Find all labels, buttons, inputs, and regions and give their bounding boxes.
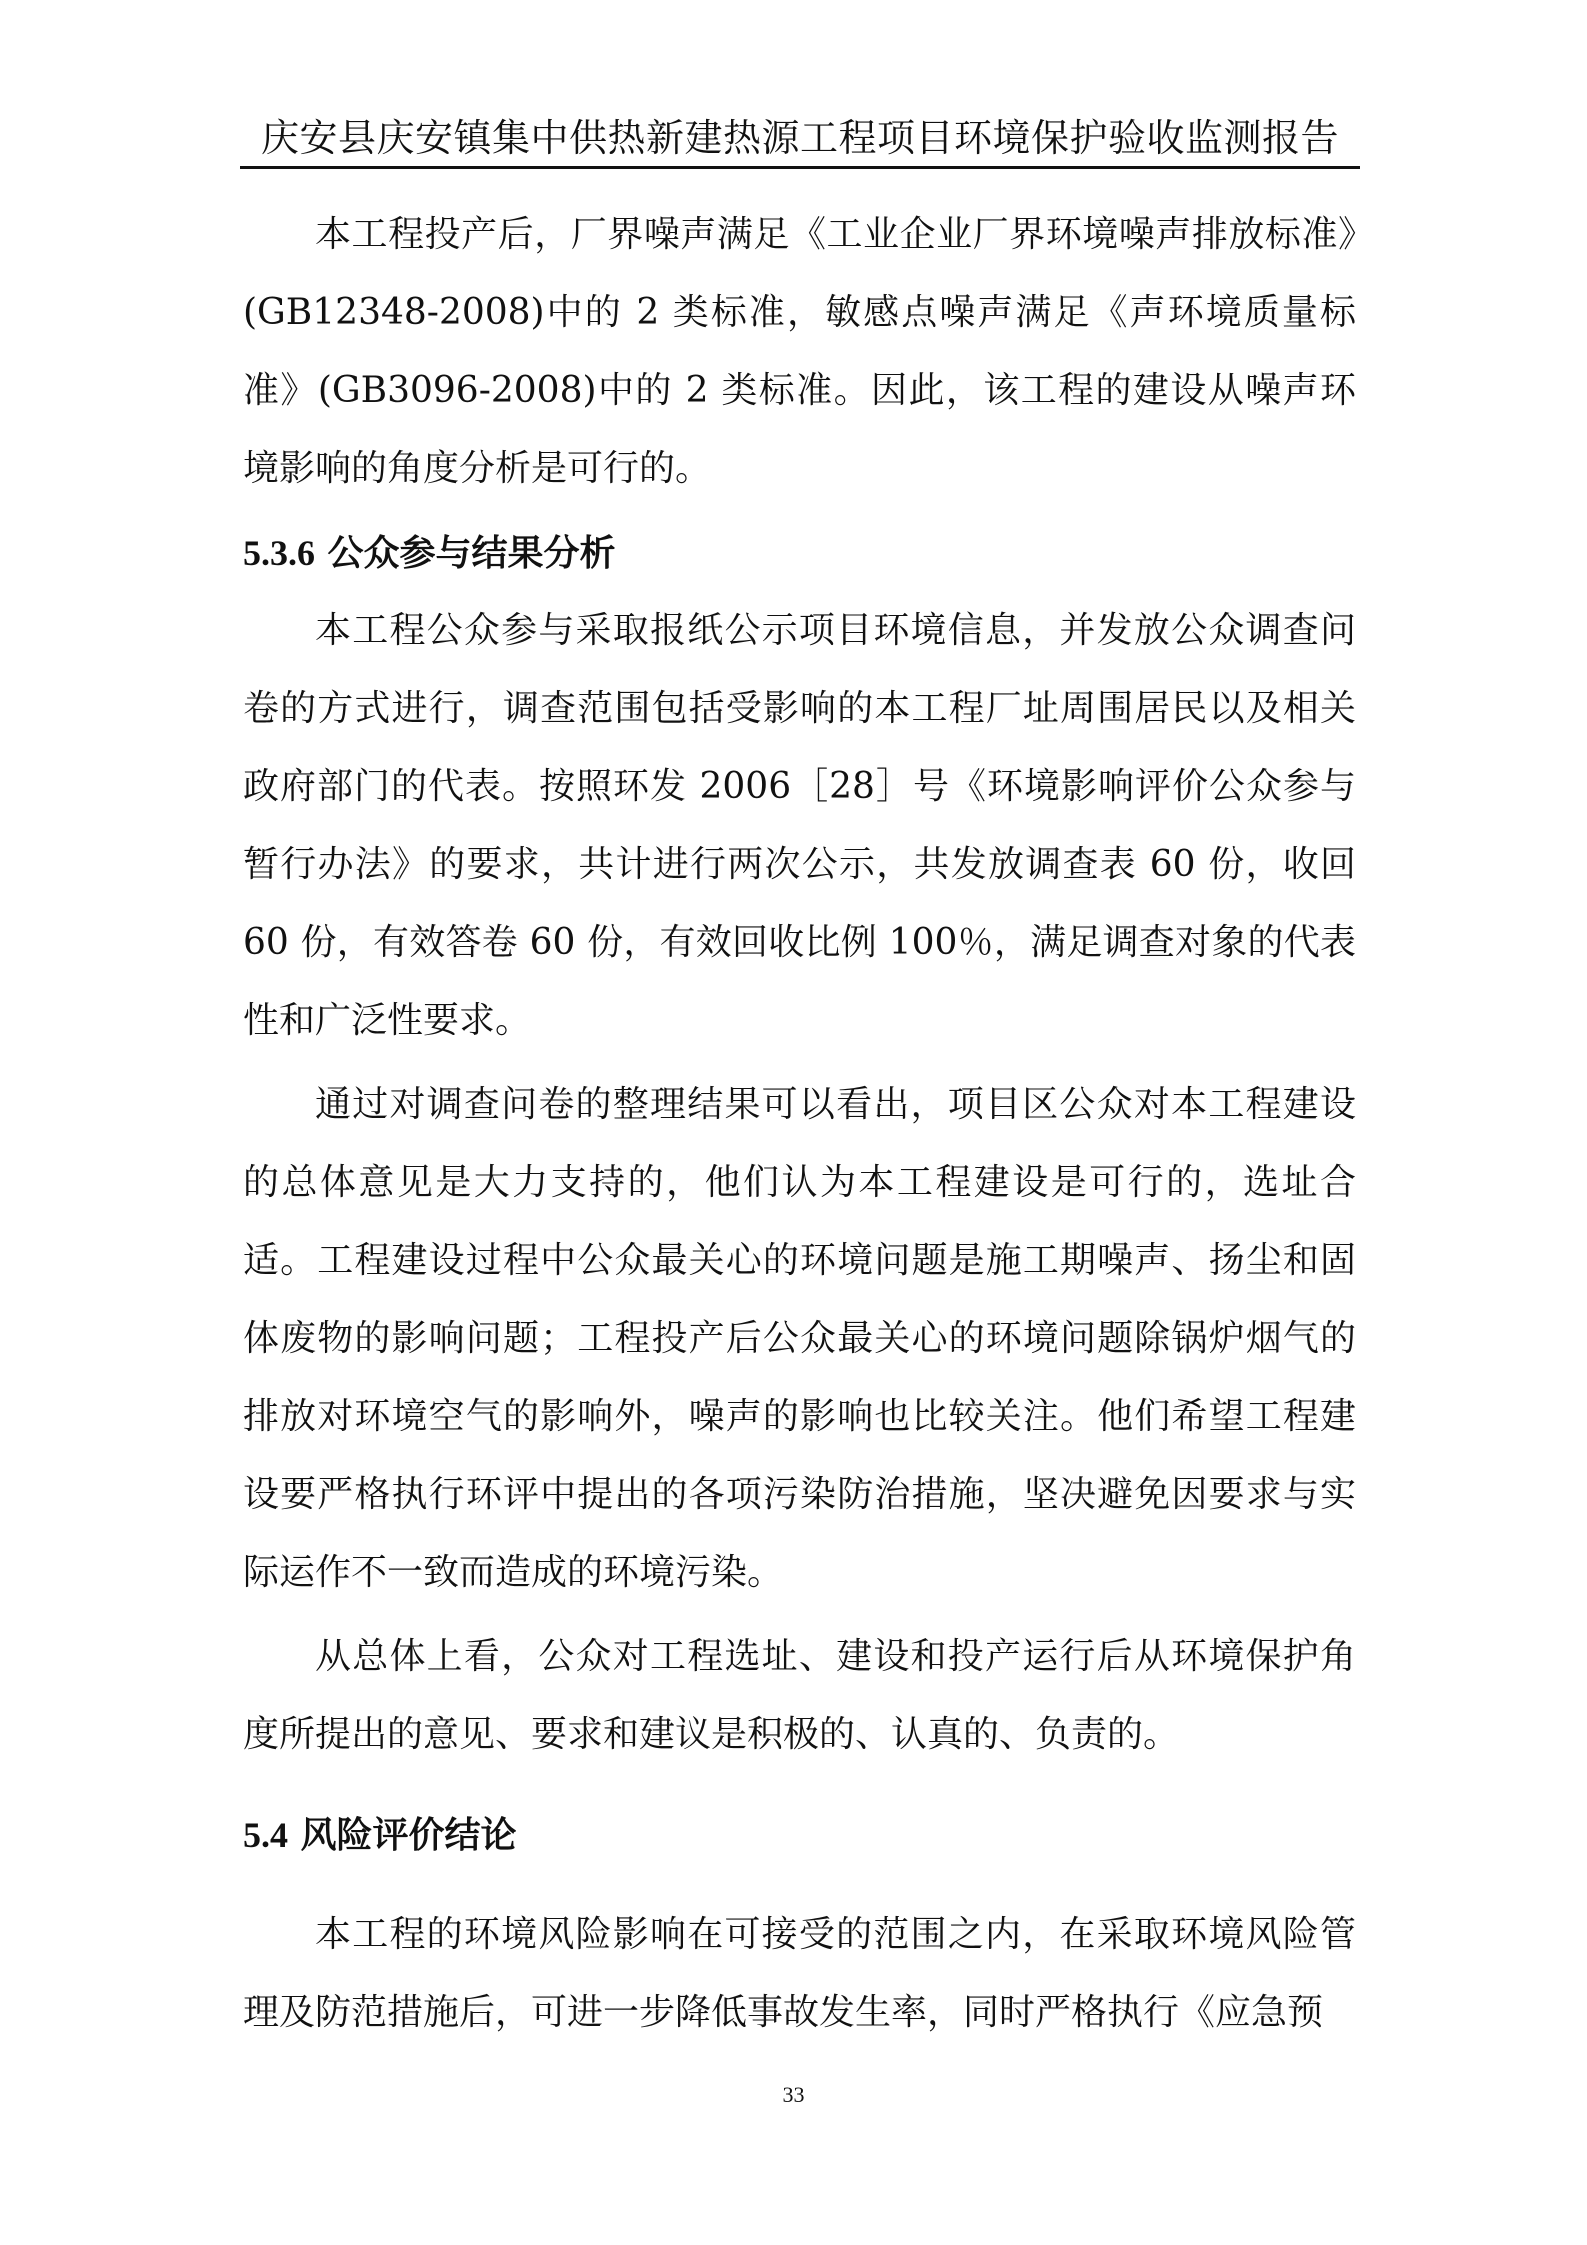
- noise-conclusion-paragraph: 本工程投产后，厂界噪声满足《工业企业厂界环境噪声排放标准》(GB12348-2008)中的 2 类标准，敏感点噪声满足《声环境质量标准》(GB3096-2008)中的 2 类标准。因此，该工程的建设从噪声环境影响的角度分析是可行的。: [243, 214, 1356, 489]
- section-number: 5.3.6: [243, 533, 315, 573]
- page-number: 33: [782, 2082, 805, 2107]
- running-header: 庆安县庆安镇集中供热新建热源工程项目环境保护验收监测报告: [260, 116, 1339, 160]
- spacer: [243, 1874, 1356, 1896]
- section-title: 风险评价结论: [300, 1814, 517, 1856]
- public-participation-paragraph-2: 通过对调查问卷的整理结果可以看出，项目区公众对本工程建设的总体意见是大力支持的，他们认为本工程建设是可行的，选址合适。工程建设过程中公众最关心的环境问题是施工期噪声、扬尘和固体废物的影响问题；工程投产后公众最关心的环境问题除锅炉烟气的排放对环境空气的影响外，噪声的影响也比较关注。他们希望工程建设要严格执行环评中提出的各项污染防治措施，坚决避免因要求与实际运作不一致而造成的环境污染。: [243, 1084, 1356, 1593]
- header-rule: [240, 166, 1360, 169]
- section-title: 公众参与结果分析: [327, 532, 616, 574]
- body-text: [243, 196, 1356, 2052]
- section-heading-5-3-6: [243, 514, 1356, 592]
- risk-conclusion-paragraph: 本工程的环境风险影响在可接受的范围之内，在采取环境风险管理及防范措施后，可进一步降低事故发生率，同时严格执行《应急预: [243, 1914, 1356, 2033]
- section-heading-5-4: [243, 1796, 1356, 1874]
- public-participation-paragraph-1: 本工程公众参与采取报纸公示项目环境信息，并发放公众调查问卷的方式进行，调查范围包括受影响的本工程厂址周围居民以及相关政府部门的代表。按照环发 2006［28］号《环境影响评价公众参与暂行办法》的要求，共计进行两次公示，共发放调查表 60 份，收回 60 份，有效答卷 60 份，有效回收比例 100％，满足调查对象的代表性和广泛性要求。: [243, 610, 1356, 1041]
- public-participation-paragraph-3: 从总体上看，公众对工程选址、建设和投产运行后从环境保护角度所提出的意见、要求和建议是积极的、认真的、负责的。: [243, 1636, 1356, 1755]
- section-number: 5.4: [243, 1815, 288, 1855]
- spacer: [243, 1774, 1356, 1796]
